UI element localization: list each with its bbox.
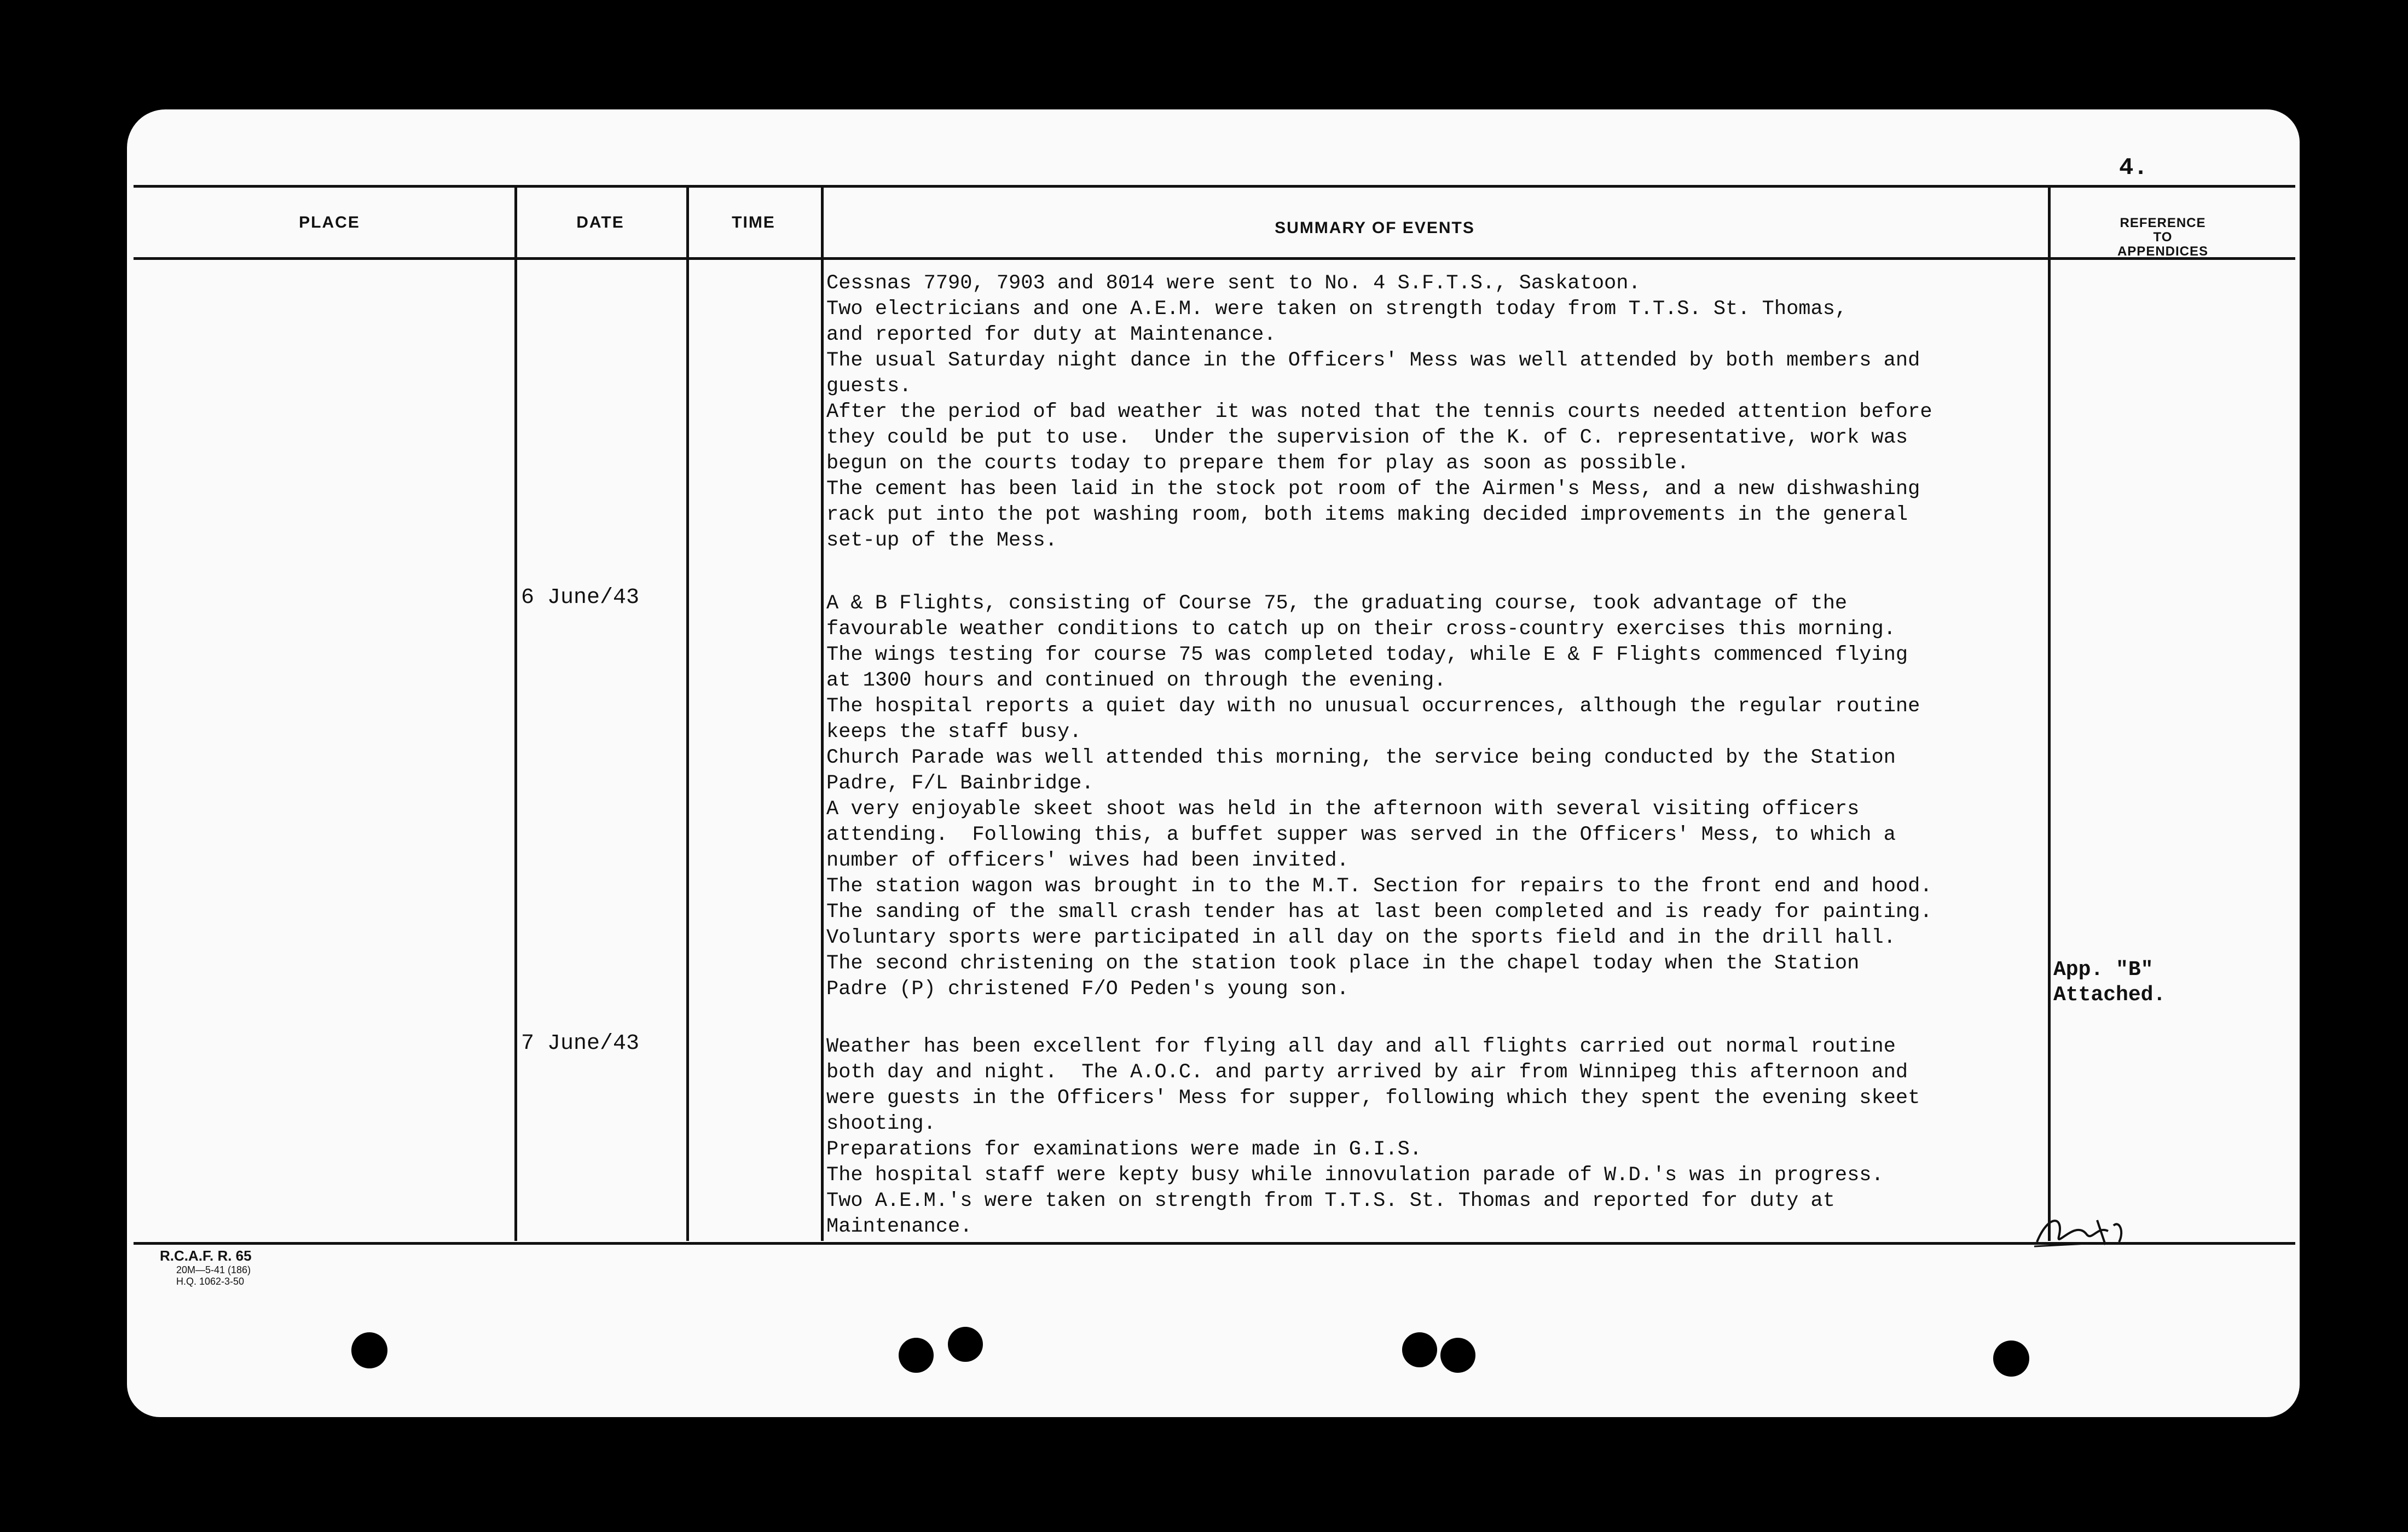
entry-line: The sanding of the small crash tender has at last been completed and is ready for painting. <box>826 901 1932 924</box>
entry-line: both day and night. The A.O.C. and party arrived by air from Winnipeg this afternoon and <box>826 1061 1908 1084</box>
column-divider-date-time <box>686 185 689 1241</box>
binder-hole <box>1402 1332 1437 1367</box>
entry-line: Two A.E.M.'s were taken on strength from T.T.S. St. Thomas and reported for duty at <box>826 1189 1835 1212</box>
entry-line: set-up of the Mess. <box>826 529 1057 552</box>
entry-line: After the period of bad weather it was noted that the tennis courts needed attention before <box>826 401 1932 423</box>
entry-line: Padre, F/L Bainbridge. <box>826 772 1094 795</box>
entry-line: A very enjoyable skeet shoot was held in the afternoon with several visiting officers <box>826 798 1860 821</box>
entry-paragraph <box>826 271 2173 554</box>
entry-line: they could be put to use. Under the supervision of the K. of C. representative, work was <box>826 426 1908 449</box>
entry-line: Weather has been excellent for flying all day and all flights carried out normal routine <box>826 1035 1896 1058</box>
header-top-rule <box>134 185 2295 188</box>
entry-line: attending. Following this, a buffet supper was served in the Officers' Mess, to which a <box>826 823 1896 846</box>
entry-line: Two electricians and one A.E.M. were taken on strength today from T.T.S. St. Thomas, <box>826 298 1848 321</box>
entry-line: The cement has been laid in the stock pot room of the Airmen's Mess, and a new dishwashing <box>826 478 1920 501</box>
entry-line: The hospital staff were kepty busy while innovulation parade of W.D.'s was in progress. <box>826 1164 1884 1187</box>
form-print-line: H.Q. 1062-3-50 <box>176 1276 245 1287</box>
binder-hole <box>1440 1338 1475 1373</box>
entry-line: at 1300 hours and continued on through the evening. <box>826 669 1446 692</box>
entry-line: keeps the staff busy. <box>826 721 1082 744</box>
header-place: PLACE <box>299 213 360 231</box>
entry-line: number of officers' wives had been invited. <box>826 849 1349 872</box>
handwritten-initials <box>2031 1204 2130 1253</box>
entry-line: The usual Saturday night dance in the Officers' Mess was well attended by both members and <box>826 349 1920 372</box>
form-print-line: 20M—5-41 (186) <box>176 1264 251 1275</box>
entry-line: favourable weather conditions to catch up on their cross-country exercises this morning. <box>826 618 1896 641</box>
entry-line: Padre (P) christened F/O Peden's young son. <box>826 978 1349 1001</box>
binder-hole <box>948 1327 983 1362</box>
entry-line: The wings testing for course 75 was completed today, while E & F Flights commenced flying <box>826 643 1908 666</box>
header-reference-to-appendices <box>2064 216 2261 259</box>
entry-line: The station wagon was brought in to the M.T. Section for repairs to the front end and hood. <box>826 875 1932 898</box>
entry-line: The second christening on the station took place in the chapel today when the Station <box>826 952 1860 975</box>
entry-line: Maintenance. <box>826 1215 973 1238</box>
appendix-reference-line: App. "B" <box>2053 958 2154 982</box>
entry-line: Cessnas 7790, 7903 and 8014 were sent to No. 4 S.F.T.S., Saskatoon. <box>826 272 1641 295</box>
entry-date: 6 June/43 <box>521 585 640 610</box>
column-divider-place-date <box>514 185 517 1241</box>
header-time: TIME <box>732 213 775 231</box>
entry-line: rack put into the pot washing room, both items making decided improvements in the general <box>826 503 1908 526</box>
header-reference-line: APPENDICES <box>2117 244 2209 259</box>
table-bottom-rule <box>134 1242 2295 1245</box>
entry-paragraph <box>826 1034 2173 1240</box>
binder-hole <box>1993 1340 2029 1377</box>
page-number: 4. <box>2119 154 2148 182</box>
header-reference-line: REFERENCE <box>2120 216 2206 230</box>
entry-paragraph <box>826 591 2173 1002</box>
binder-hole <box>351 1332 387 1368</box>
header-reference-line: TO <box>2153 230 2173 245</box>
entry-date: 7 June/43 <box>521 1031 640 1056</box>
form-code: R.C.A.F. R. 65 <box>160 1247 252 1264</box>
entry-line: were guests in the Officers' Mess for supper, following which they spent the evening skeet <box>826 1087 1920 1110</box>
appendix-reference <box>2053 958 2166 1008</box>
entry-line: shooting. <box>826 1112 936 1135</box>
column-divider-time-summary <box>821 185 824 1241</box>
form-identifier <box>160 1247 252 1287</box>
entry-line: Preparations for examinations were made in G.I.S. <box>826 1138 1422 1161</box>
header-summary-of-events: SUMMARY OF EVENTS <box>1275 219 1475 237</box>
entry-line: The hospital reports a quiet day with no unusual occurrences, although the regular routine <box>826 695 1920 718</box>
entry-line: begun on the courts today to prepare them for play as soon as possible. <box>826 452 1689 475</box>
entry-line: Church Parade was well attended this morning, the service being conducted by the Station <box>826 746 1896 769</box>
entry-line: A & B Flights, consisting of Course 75, the graduating course, took advantage of the <box>826 592 1848 615</box>
entry-line: and reported for duty at Maintenance. <box>826 323 1276 346</box>
document-card <box>127 109 2300 1417</box>
entry-line: guests. <box>826 375 912 398</box>
appendix-reference-line: Attached. <box>2053 983 2166 1007</box>
header-bottom-rule <box>134 257 2295 260</box>
binder-hole <box>899 1338 934 1373</box>
entry-line: Voluntary sports were participated in all day on the sports field and in the drill hall. <box>826 926 1896 949</box>
header-date: DATE <box>576 213 624 231</box>
